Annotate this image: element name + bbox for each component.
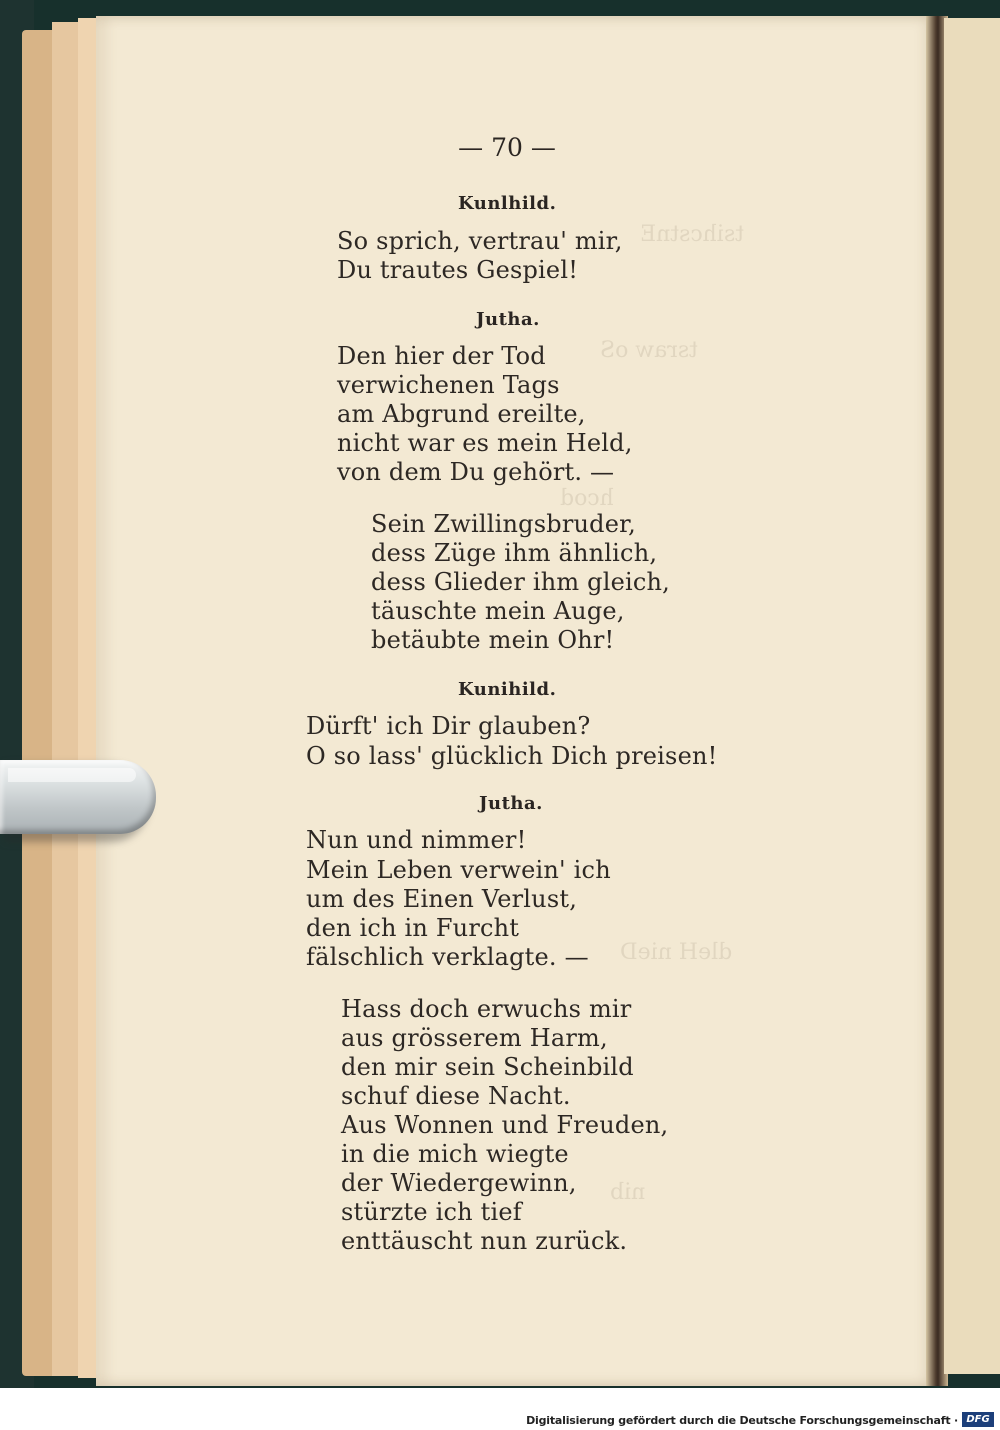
verse-line: am Abgrund ereilte,	[337, 400, 586, 428]
verse-line: dess Züge ihm ähnlich,	[371, 539, 658, 567]
verse-line: enttäuscht nun zurück.	[341, 1227, 628, 1255]
verse-line: Hass doch erwuchs mir	[341, 995, 632, 1023]
speaker-name: Jutha.	[476, 309, 540, 330]
verse-line: O so lass' glücklich Dich preisen!	[306, 742, 718, 770]
verse-line: nicht war es mein Held,	[337, 429, 633, 457]
verse-line: Aus Wonnen und Freuden,	[341, 1111, 669, 1139]
verse-line: den ich in Furcht	[306, 914, 520, 942]
verse-line: stürzte ich tief	[341, 1198, 522, 1226]
speaker-name: Jutha.	[479, 793, 543, 814]
speaker-name: Kunihild.	[458, 679, 557, 700]
page-number: — 70 —	[458, 133, 556, 162]
clip-highlight	[8, 768, 136, 782]
verse-line: um des Einen Verlust,	[306, 885, 578, 913]
verse-line: den mir sein Scheinbild	[341, 1053, 634, 1081]
verse-line: schuf diese Nacht.	[341, 1082, 571, 1110]
verse-line: Du trautes Gespiel!	[337, 256, 579, 284]
verse-line: aus grösserem Harm,	[341, 1024, 608, 1052]
verse-line: Mein Leben verwein' ich	[306, 856, 611, 884]
dfg-logo-icon: DFG	[962, 1412, 994, 1427]
verse-line: in die mich wiegte	[341, 1140, 569, 1168]
speaker-name: Kunlhild.	[458, 193, 557, 214]
verse-line: Den hier der Tod	[337, 342, 546, 370]
facing-page-edge	[944, 18, 1000, 1374]
verse-line: dess Glieder ihm gleich,	[371, 568, 670, 596]
verse-line: Nun und nimmer!	[306, 826, 527, 854]
verse-line: Dürft' ich Dir glauben?	[306, 712, 591, 740]
verse-line: der Wiedergewinn,	[341, 1169, 577, 1197]
verse-line: fälschlich verklagte. —	[306, 943, 589, 971]
verse-line: So sprich, vertrau' mir,	[337, 227, 623, 255]
verse-line: verwichenen Tags	[337, 371, 560, 399]
verse-line: Sein Zwillingsbruder,	[371, 510, 636, 538]
verse-line: täuschte mein Auge,	[371, 597, 625, 625]
verse-line: von dem Du gehört. —	[337, 458, 615, 486]
verse-line: betäubte mein Ohr!	[371, 626, 615, 654]
funding-credit: Digitalisierung gefördert durch die Deutsche Forschungsgemeinschaft ·	[526, 1414, 958, 1427]
